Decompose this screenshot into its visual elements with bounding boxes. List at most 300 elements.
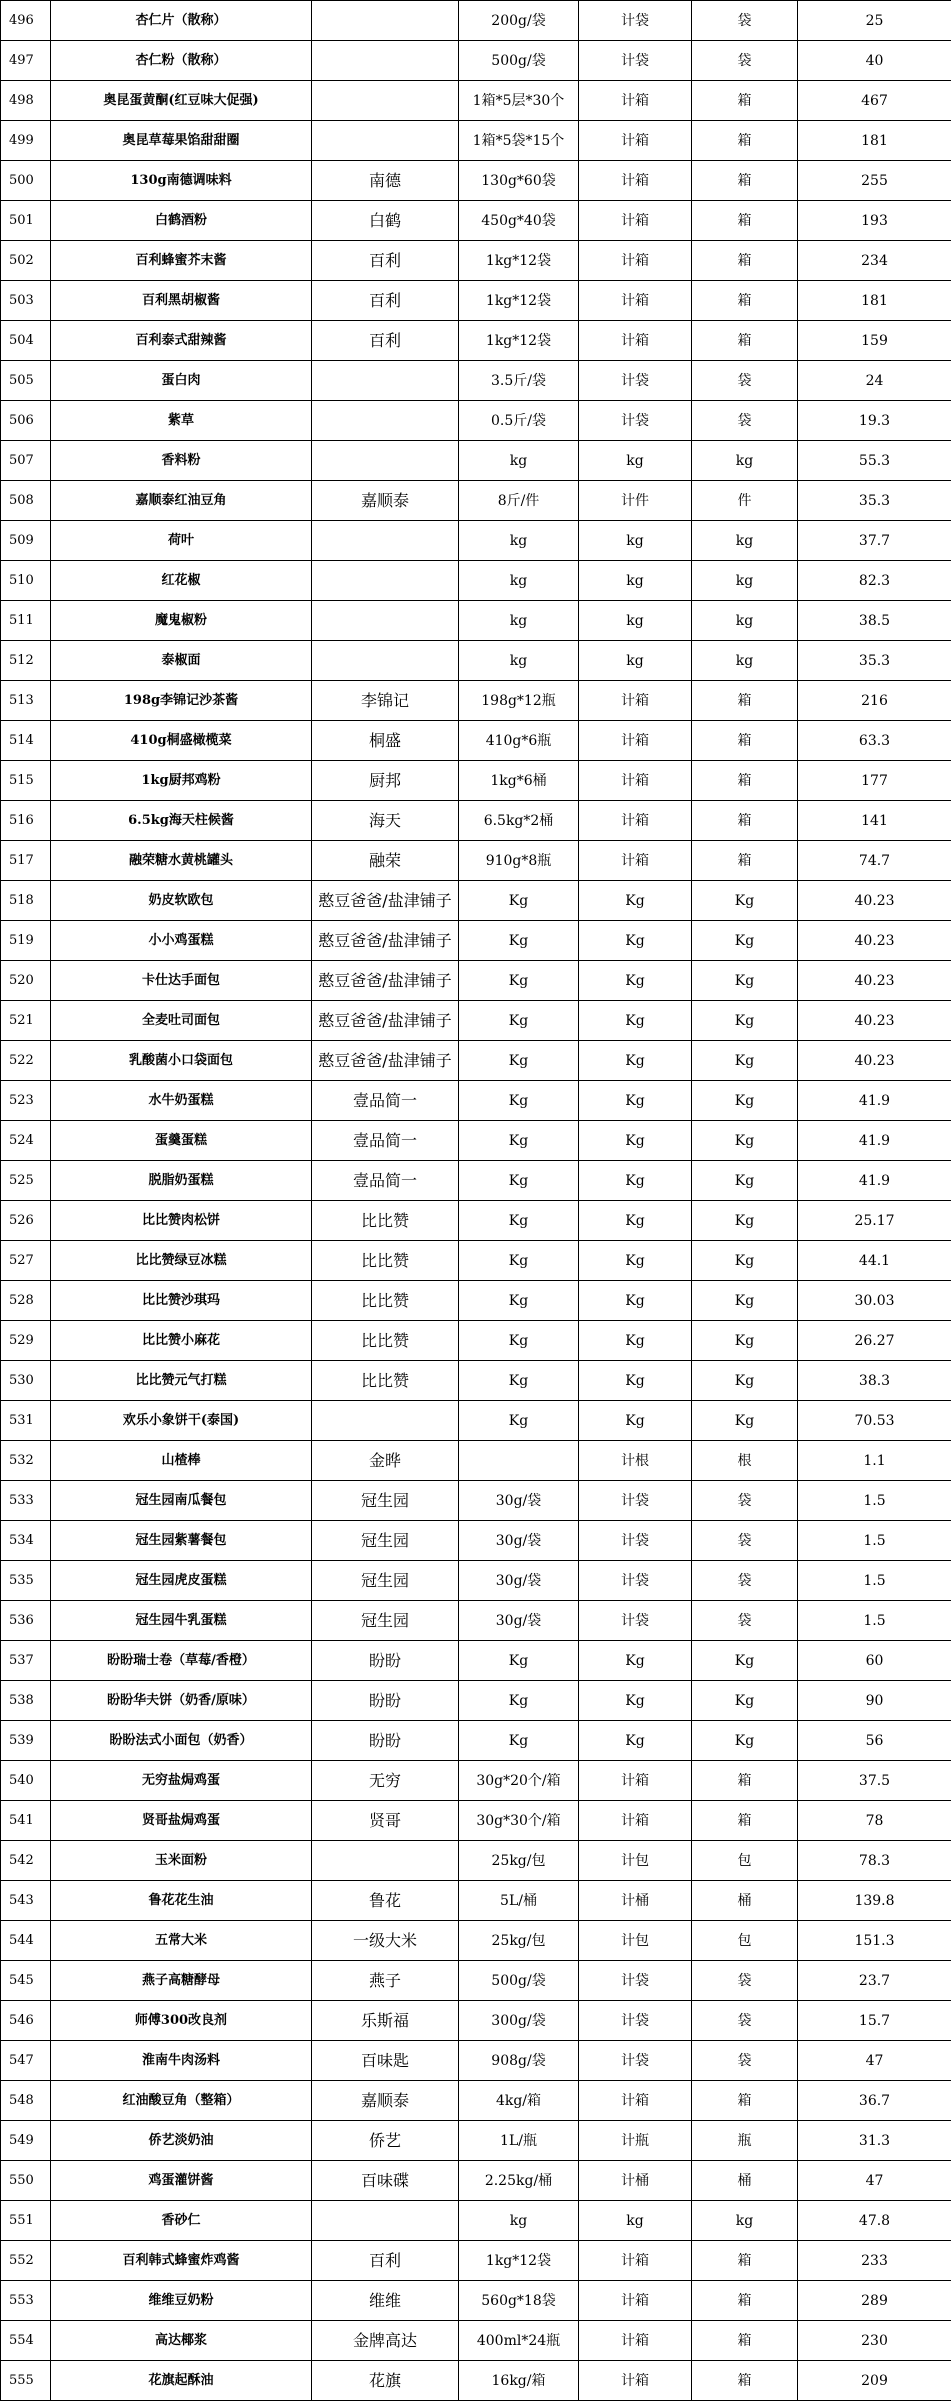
pricing-unit: 计袋 [579,2001,692,2041]
row-number: 542 [1,1841,51,1881]
pricing-unit: Kg [579,1361,692,1401]
price: 233 [798,2241,951,2281]
unit: 箱 [692,2361,798,2401]
price: 38.5 [798,601,951,641]
product-spec: Kg [459,1361,579,1401]
product-spec: 6.5kg*2桶 [459,801,579,841]
price: 70.53 [798,1401,951,1441]
price: 234 [798,241,951,281]
unit: 桶 [692,2161,798,2201]
product-name: 师傅300改良剂 [51,2001,312,2041]
unit: Kg [692,1121,798,1161]
product-brand: 融荣 [312,841,459,881]
product-name: 比比赞元气打糕 [51,1361,312,1401]
table-row [1,281,951,321]
table-row [1,1721,951,1761]
product-name: 比比赞绿豆冰糕 [51,1241,312,1281]
pricing-unit: Kg [579,1121,692,1161]
row-number: 529 [1,1321,51,1361]
table-row [1,41,951,81]
unit: 箱 [692,201,798,241]
pricing-unit: 计袋 [579,1561,692,1601]
product-brand: 盼盼 [312,1641,459,1681]
product-name: 奥昆草莓果馅甜甜圈 [51,121,312,161]
unit: 箱 [692,2081,798,2121]
unit: Kg [692,1321,798,1361]
row-number: 554 [1,2321,51,2361]
pricing-unit: 计箱 [579,2241,692,2281]
unit: 箱 [692,321,798,361]
product-spec: kg [459,441,579,481]
table-row [1,201,951,241]
unit: 桶 [692,1881,798,1921]
unit: 袋 [692,1,798,41]
product-brand [312,121,459,161]
unit: 箱 [692,761,798,801]
pricing-unit: kg [579,2201,692,2241]
pricing-unit: 计袋 [579,41,692,81]
pricing-unit: kg [579,641,692,681]
product-spec: 30g/袋 [459,1561,579,1601]
product-name: 香料粉 [51,441,312,481]
price: 1.1 [798,1441,951,1481]
product-name: 冠生园虎皮蛋糕 [51,1561,312,1601]
product-brand: 无穷 [312,1761,459,1801]
unit: Kg [692,921,798,961]
price: 24 [798,361,951,401]
product-spec: 200g/袋 [459,1,579,41]
product-spec: Kg [459,961,579,1001]
price: 255 [798,161,951,201]
product-brand [312,401,459,441]
price: 289 [798,2281,951,2321]
product-name: 奥昆蛋黄酮(红豆味大促强) [51,81,312,121]
row-number: 531 [1,1401,51,1441]
product-brand: 憨豆爸爸/盐津铺子 [312,961,459,1001]
product-spec: 130g*60袋 [459,161,579,201]
price: 209 [798,2361,951,2401]
product-name: 比比赞沙琪玛 [51,1281,312,1321]
product-name: 冠生园紫薯餐包 [51,1521,312,1561]
row-number: 499 [1,121,51,161]
row-number: 528 [1,1281,51,1321]
row-number: 515 [1,761,51,801]
pricing-unit: 计箱 [579,721,692,761]
product-brand: 桐盛 [312,721,459,761]
pricing-unit: 计箱 [579,681,692,721]
row-number: 526 [1,1201,51,1241]
pricing-unit: Kg [579,1081,692,1121]
product-spec: 5L/桶 [459,1881,579,1921]
product-spec: 198g*12瓶 [459,681,579,721]
product-spec: 30g/袋 [459,1521,579,1561]
product-spec: kg [459,2201,579,2241]
pricing-unit: 计根 [579,1441,692,1481]
table-row [1,721,951,761]
product-brand: 嘉顺泰 [312,481,459,521]
table-row [1,2281,951,2321]
unit: Kg [692,1641,798,1681]
table-row [1,81,951,121]
pricing-unit: 计袋 [579,361,692,401]
table-row [1,121,951,161]
row-number: 497 [1,41,51,81]
price: 55.3 [798,441,951,481]
product-spec: 30g*30个/箱 [459,1801,579,1841]
product-name: 130g南德调味料 [51,161,312,201]
unit: 瓶 [692,2121,798,2161]
row-number: 537 [1,1641,51,1681]
price: 41.9 [798,1081,951,1121]
pricing-unit: 计袋 [579,1961,692,2001]
table-row [1,401,951,441]
row-number: 535 [1,1561,51,1601]
unit: kg [692,601,798,641]
table-row [1,1161,951,1201]
price: 74.7 [798,841,951,881]
product-name: 小小鸡蛋糕 [51,921,312,961]
pricing-unit: 计袋 [579,1521,692,1561]
product-spec: 8斤/件 [459,481,579,521]
price: 30.03 [798,1281,951,1321]
product-spec: 30g/袋 [459,1601,579,1641]
product-brand [312,1,459,41]
product-name: 山楂棒 [51,1441,312,1481]
table-row [1,481,951,521]
product-spec: Kg [459,1161,579,1201]
product-spec: 1kg*6桶 [459,761,579,801]
unit: 箱 [692,721,798,761]
table-row [1,2321,951,2361]
table-row [1,2241,951,2281]
price: 25 [798,1,951,41]
table-row [1,1241,951,1281]
pricing-unit: 计箱 [579,161,692,201]
product-brand: 憨豆爸爸/盐津铺子 [312,921,459,961]
product-brand: 一级大米 [312,1921,459,1961]
product-name: 白鹤酒粉 [51,201,312,241]
product-name: 410g桐盛橄榄菜 [51,721,312,761]
unit: 箱 [692,2241,798,2281]
pricing-unit: Kg [579,1161,692,1201]
product-brand: 憨豆爸爸/盐津铺子 [312,1041,459,1081]
pricing-unit: 计桶 [579,1881,692,1921]
row-number: 505 [1,361,51,401]
price: 47 [798,2041,951,2081]
product-spec: kg [459,641,579,681]
product-brand: 比比赞 [312,1201,459,1241]
row-number: 527 [1,1241,51,1281]
product-spec: Kg [459,1721,579,1761]
price: 90 [798,1681,951,1721]
unit: 箱 [692,81,798,121]
price: 47.8 [798,2201,951,2241]
product-name: 乳酸菌小口袋面包 [51,1041,312,1081]
pricing-unit: Kg [579,921,692,961]
price: 38.3 [798,1361,951,1401]
unit: 袋 [692,2001,798,2041]
unit: 箱 [692,801,798,841]
table-row [1,2361,951,2401]
product-brand: 冠生园 [312,1601,459,1641]
product-brand: 冠生园 [312,1521,459,1561]
unit: Kg [692,1401,798,1441]
pricing-unit: 计箱 [579,2081,692,2121]
row-number: 553 [1,2281,51,2321]
table-row [1,1481,951,1521]
unit: 箱 [692,841,798,881]
product-brand: 嘉顺泰 [312,2081,459,2121]
pricing-unit: 计袋 [579,2041,692,2081]
pricing-unit: Kg [579,1721,692,1761]
table-row [1,1121,951,1161]
table-row [1,561,951,601]
product-name: 红油酸豆角（整箱） [51,2081,312,2121]
pricing-unit: Kg [579,1241,692,1281]
product-brand: 盼盼 [312,1681,459,1721]
product-brand: 比比赞 [312,1281,459,1321]
unit: 袋 [692,1961,798,2001]
row-number: 508 [1,481,51,521]
pricing-unit: kg [579,441,692,481]
product-name: 红花椒 [51,561,312,601]
product-spec: Kg [459,1201,579,1241]
table-row [1,161,951,201]
unit: 袋 [692,361,798,401]
row-number: 500 [1,161,51,201]
price: 1.5 [798,1521,951,1561]
product-spec: Kg [459,1041,579,1081]
table-row [1,1441,951,1481]
product-spec: 1kg*12袋 [459,281,579,321]
table-row [1,1041,951,1081]
product-brand: 冠生园 [312,1481,459,1521]
row-number: 555 [1,2361,51,2401]
product-name: 脱脂奶蛋糕 [51,1161,312,1201]
row-number: 533 [1,1481,51,1521]
price: 78.3 [798,1841,951,1881]
product-brand: 壹品简一 [312,1161,459,1201]
price: 40.23 [798,881,951,921]
product-spec: 3.5斤/袋 [459,361,579,401]
table-row [1,361,951,401]
unit: 箱 [692,241,798,281]
product-spec: Kg [459,1321,579,1361]
price: 139.8 [798,1881,951,1921]
product-spec: 1箱*5层*30个 [459,81,579,121]
pricing-unit: 计箱 [579,121,692,161]
row-number: 512 [1,641,51,681]
table-row [1,1361,951,1401]
product-spec: 560g*18袋 [459,2281,579,2321]
pricing-unit: 计箱 [579,241,692,281]
price: 23.7 [798,1961,951,2001]
unit: kg [692,2201,798,2241]
product-name: 蛋羹蛋糕 [51,1121,312,1161]
unit: Kg [692,1281,798,1321]
product-name: 高达椰浆 [51,2321,312,2361]
product-spec: 410g*6瓶 [459,721,579,761]
price: 177 [798,761,951,801]
unit: 根 [692,1441,798,1481]
pricing-unit: Kg [579,961,692,1001]
table-row [1,1761,951,1801]
pricing-unit: 计箱 [579,801,692,841]
product-brand: 百利 [312,281,459,321]
row-number: 540 [1,1761,51,1801]
product-brand: 燕子 [312,1961,459,2001]
product-brand [312,441,459,481]
price: 40.23 [798,1001,951,1041]
table-row [1,441,951,481]
product-brand: 百味碟 [312,2161,459,2201]
price: 193 [798,201,951,241]
pricing-unit: Kg [579,881,692,921]
row-number: 498 [1,81,51,121]
table-row [1,1321,951,1361]
product-brand: 比比赞 [312,1321,459,1361]
unit: 袋 [692,1521,798,1561]
product-name: 比比赞小麻花 [51,1321,312,1361]
product-brand: 维维 [312,2281,459,2321]
row-number: 502 [1,241,51,281]
table-row [1,761,951,801]
product-name: 百利黑胡椒酱 [51,281,312,321]
unit: 包 [692,1921,798,1961]
unit: Kg [692,1161,798,1201]
table-row [1,241,951,281]
price: 1.5 [798,1601,951,1641]
product-brand [312,561,459,601]
price: 35.3 [798,481,951,521]
row-number: 524 [1,1121,51,1161]
price: 31.3 [798,2121,951,2161]
pricing-unit: 计箱 [579,2281,692,2321]
table-row [1,2161,951,2201]
table-row [1,2041,951,2081]
product-name: 1kg厨邦鸡粉 [51,761,312,801]
product-name: 盼盼华夫饼（奶香/原味） [51,1681,312,1721]
price: 41.9 [798,1121,951,1161]
price: 26.27 [798,1321,951,1361]
product-name: 紫草 [51,401,312,441]
table-row [1,2081,951,2121]
product-brand: 贤哥 [312,1801,459,1841]
unit: 袋 [692,1481,798,1521]
product-spec: 450g*40袋 [459,201,579,241]
pricing-unit: Kg [579,1401,692,1441]
product-name: 全麦吐司面包 [51,1001,312,1041]
product-brand [312,81,459,121]
price: 216 [798,681,951,721]
table-row [1,1601,951,1641]
unit: 箱 [692,161,798,201]
product-name: 嘉顺泰红油豆角 [51,481,312,521]
price: 37.7 [798,521,951,561]
product-name: 盼盼瑞士卷（草莓/香橙） [51,1641,312,1681]
product-name: 奶皮软欧包 [51,881,312,921]
product-spec: 1kg*12袋 [459,321,579,361]
unit: kg [692,521,798,561]
row-number: 550 [1,2161,51,2201]
product-spec: 1L/瓶 [459,2121,579,2161]
row-number: 504 [1,321,51,361]
product-name: 鲁花花生油 [51,1881,312,1921]
product-brand [312,2201,459,2241]
product-name: 水牛奶蛋糕 [51,1081,312,1121]
pricing-unit: 计袋 [579,401,692,441]
product-brand: 南德 [312,161,459,201]
unit: 箱 [692,1761,798,1801]
pricing-unit: Kg [579,1281,692,1321]
unit: 袋 [692,1561,798,1601]
row-number: 501 [1,201,51,241]
product-brand: 冠生园 [312,1561,459,1601]
table-row [1,1641,951,1681]
unit: Kg [692,1081,798,1121]
row-number: 552 [1,2241,51,2281]
product-name: 6.5kg海天柱候酱 [51,801,312,841]
product-name: 侨艺淡奶油 [51,2121,312,2161]
unit: Kg [692,1041,798,1081]
product-brand: 百味匙 [312,2041,459,2081]
unit: Kg [692,1001,798,1041]
row-number: 519 [1,921,51,961]
table-row [1,1081,951,1121]
unit: 袋 [692,2041,798,2081]
pricing-unit: 计箱 [579,201,692,241]
row-number: 522 [1,1041,51,1081]
row-number: 513 [1,681,51,721]
row-number: 544 [1,1921,51,1961]
pricing-unit: 计桶 [579,2161,692,2201]
product-spec: Kg [459,1401,579,1441]
product-spec [459,1441,579,1481]
product-brand: 壹品简一 [312,1121,459,1161]
product-spec: 4kg/箱 [459,2081,579,2121]
row-number: 545 [1,1961,51,2001]
product-name: 冠生园南瓜餐包 [51,1481,312,1521]
product-brand [312,1401,459,1441]
table-row [1,801,951,841]
row-number: 541 [1,1801,51,1841]
table-row [1,2121,951,2161]
product-spec: 1kg*12袋 [459,241,579,281]
price: 40 [798,41,951,81]
unit: 箱 [692,121,798,161]
product-brand: 金牌高达 [312,2321,459,2361]
product-spec: 16kg/箱 [459,2361,579,2401]
product-name: 维维豆奶粉 [51,2281,312,2321]
product-name: 鸡蛋灌饼酱 [51,2161,312,2201]
product-name: 盼盼法式小面包（奶香） [51,1721,312,1761]
product-brand: 鲁花 [312,1881,459,1921]
product-brand: 白鹤 [312,201,459,241]
table-row [1,881,951,921]
unit: 包 [692,1841,798,1881]
product-brand: 百利 [312,241,459,281]
pricing-unit: Kg [579,1201,692,1241]
product-spec: Kg [459,881,579,921]
table-row [1,1561,951,1601]
unit: Kg [692,1721,798,1761]
pricing-unit: 计箱 [579,281,692,321]
product-brand [312,41,459,81]
price: 230 [798,2321,951,2361]
row-number: 538 [1,1681,51,1721]
product-spec: 30g*20个/箱 [459,1761,579,1801]
product-name: 蛋白肉 [51,361,312,401]
